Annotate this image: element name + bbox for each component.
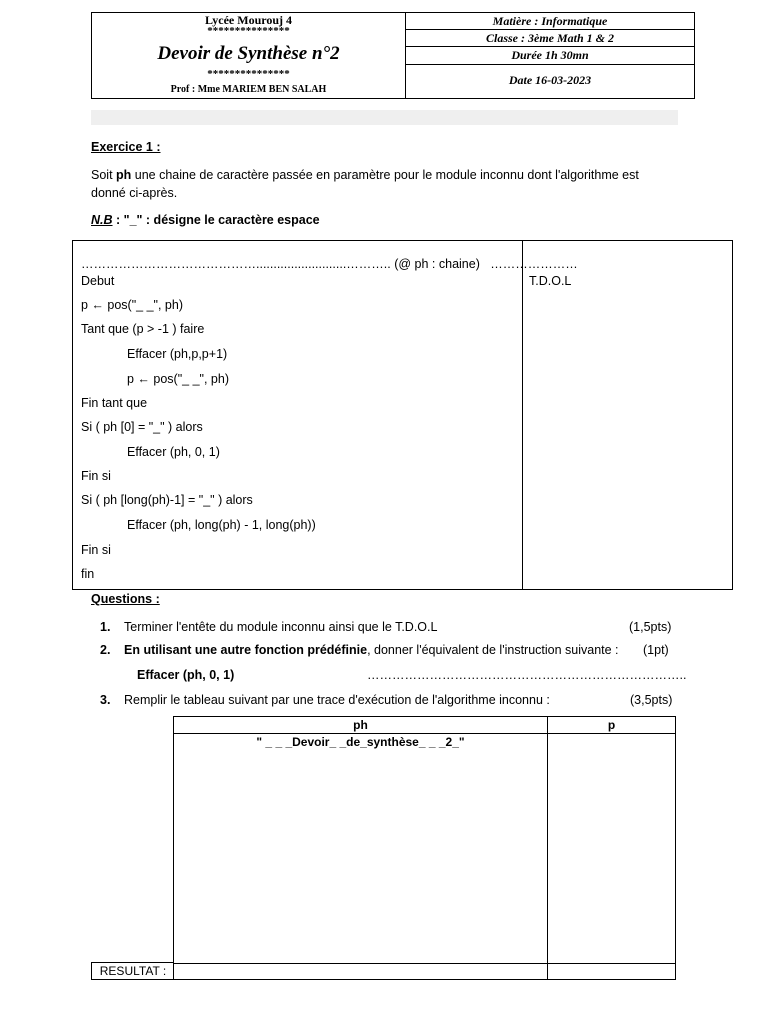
q3-points: (3,5pts): [630, 693, 673, 707]
exercise-intro: [91, 168, 691, 182]
exam-title: Devoir de Synthèse n°2: [157, 43, 340, 64]
header-left: [92, 13, 406, 98]
q2-points: (1pt): [643, 643, 669, 657]
school-name: Lycée Mourouj 4: [204, 13, 293, 27]
algo-line: Si ( ph [0] = "_" ) alors: [81, 420, 203, 434]
algo-line: Effacer (ph,p,p+1): [127, 347, 228, 361]
q1-number: 1.: [100, 620, 111, 634]
col-header-p: p: [607, 718, 616, 732]
trace-result-line: [174, 963, 675, 964]
trace-col-divider: [547, 717, 548, 979]
q3-text: Remplir le tableau suivant par une trace d'exécution de l'algorithme inconnu :: [124, 693, 550, 707]
algo-line: p ← pos("_ _", ph): [127, 372, 229, 386]
intro-rest: une chaine de caractère passée en paramètre pour le module inconnu dont l'algorithme est: [131, 168, 639, 182]
q2-text: [124, 643, 619, 657]
nb-note: [91, 213, 320, 227]
trace-header-line: [174, 733, 675, 734]
nb-text: : "_" : désigne le caractère espace: [112, 213, 320, 227]
algo-line: Tant que (p > -1 ) faire: [81, 322, 205, 336]
exercise-title: Exercice 1 :: [91, 140, 161, 154]
algo-line-header: ……………………………………..........................……….. (@ ph : chaine) …………………: [81, 257, 578, 271]
stars-bottom: ***************: [207, 68, 290, 80]
algo-line: fin: [81, 567, 95, 581]
algo-line: Fin tant que: [81, 396, 148, 410]
algorithm-divider: [522, 241, 523, 589]
header-box: [91, 12, 695, 99]
algo-line: Effacer (ph, long(ph) - 1, long(ph)): [127, 518, 316, 532]
separator-band: [91, 110, 678, 125]
intro-ph: ph: [116, 168, 132, 182]
q2-number: 2.: [100, 643, 111, 657]
classe: Classe : 3ème Math 1 & 2: [406, 30, 694, 47]
q1-text: Terminer l'entête du module inconnu ainsi que le T.D.O.L: [124, 620, 438, 634]
prof-name: Prof : Mme MARIEM BEN SALAH: [170, 84, 327, 95]
date: Date 16-03-2023: [508, 73, 592, 87]
algo-line: Si ( ph [long(ph)-1] = "_" ) alors: [81, 493, 253, 507]
nb-label: N.B: [91, 213, 113, 227]
intro-prefix: Soit: [91, 168, 117, 182]
q3-number: 3.: [100, 693, 111, 707]
q2-instruction: Effacer (ph, 0, 1): [137, 668, 235, 682]
algorithm-box: [72, 240, 733, 590]
algo-line: Fin si: [81, 543, 111, 557]
duree: Durée 1h 30mn: [406, 47, 694, 65]
q1-points: (1,5pts): [629, 620, 672, 634]
result-label: RESULTAT :: [91, 962, 174, 980]
q2-rest: , donner l'équivalent de l'instruction suivante :: [367, 643, 619, 657]
questions-title: Questions :: [91, 592, 160, 606]
trace-first-value: " _ _ _Devoir_ _de_synthèse_ _ _2_": [256, 735, 465, 749]
intro-line2: donné ci-après.: [91, 186, 178, 200]
trace-table: [173, 716, 676, 980]
stars-top: ***************: [207, 25, 290, 37]
q2-answer-dots: …………………………………………………………………..: [367, 668, 687, 682]
matiere: Matière : Informatique: [406, 13, 694, 30]
col-header-ph: ph: [353, 718, 368, 732]
tdol-label: T.D.O.L: [529, 274, 572, 288]
q2-bold: En utilisant une autre fonction prédéfinie: [124, 643, 368, 657]
algo-line: Debut: [81, 274, 115, 288]
algo-line: Effacer (ph, 0, 1): [127, 445, 220, 459]
header-right: [406, 13, 694, 98]
algo-line: p ← pos("_ _", ph): [81, 298, 183, 312]
algo-line: Fin si: [81, 469, 111, 483]
